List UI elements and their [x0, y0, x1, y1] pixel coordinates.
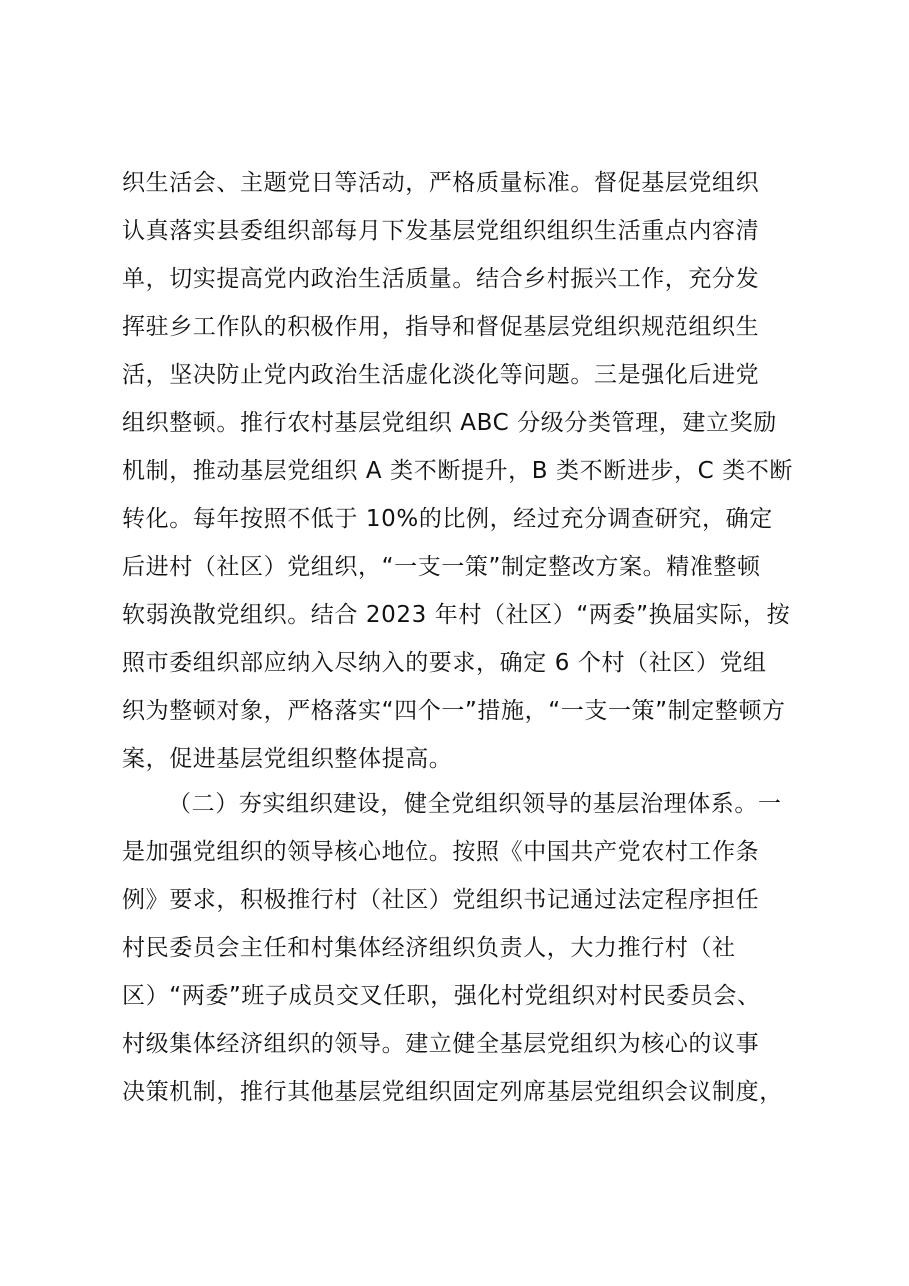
paragraph-line: 织生活会、主题党日等活动，严格质量标准。督促基层党组织 [122, 170, 760, 196]
paragraph-line: 机制，推动基层党组织 A 类不断提升，B 类不断进步，C 类不断 [122, 458, 794, 484]
paragraph-two [122, 780, 802, 1116]
paragraph-line: 组织整顿。推行农村基层党组织 ABC 分级分类管理，建立奖励 [122, 410, 777, 436]
paragraph-line: 决策机制，推行其他基层党组织固定列席基层党组织会议制度， [122, 1079, 783, 1105]
paragraph-one [122, 159, 802, 783]
paragraph-line: 区）“两委”班子成员交叉任职，强化村党组织对村民委员会、 [122, 983, 761, 1009]
paragraph-line: （二）夯实组织建设，健全党组织领导的基层治理体系。一 [168, 791, 782, 817]
paragraph-line: 例》要求，积极推行村（社区）党组织书记通过法定程序担任 [122, 887, 760, 913]
paragraph-line: 村级集体经济组织的领导。建立健全基层党组织为核心的议事 [122, 1031, 760, 1057]
paragraph-line: 后进村（社区）党组织，“一支一策”制定整改方案。精准整顿 [122, 554, 761, 580]
paragraph-line: 村民委员会主任和村集体经济组织负责人，大力推行村（社 [122, 935, 736, 961]
paragraph-line: 织为整顿对象，严格落实“四个一”措施，“一支一策”制定整顿方 [122, 698, 786, 724]
paragraph-line: 单，切实提高党内政治生活质量。结合乡村振兴工作，充分发 [122, 266, 760, 292]
paragraph-line: 活，坚决防止党内政治生活虚化淡化等问题。三是强化后进党 [122, 362, 760, 388]
paragraph-line: 软弱涣散党组织。结合 2023 年村（社区）“两委”换届实际，按 [122, 602, 791, 628]
paragraph-line: 挥驻乡工作队的积极作用，指导和督促基层党组织规范组织生 [122, 314, 760, 340]
paragraph-line: 是加强党组织的领导核心地位。按照《中国共产党农村工作条 [122, 839, 760, 865]
paragraph-line: 照市委组织部应纳入尽纳入的要求，确定 6 个村（社区）党组 [122, 650, 767, 676]
paragraph-line: 认真落实县委组织部每月下发基层党组织组织生活重点内容清 [122, 218, 760, 244]
paragraph-line: 转化。每年按照不低于 10%的比例，经过充分调查研究，确定 [122, 506, 773, 532]
paragraph-line: 案，促进基层党组织整体提高。 [122, 746, 453, 772]
